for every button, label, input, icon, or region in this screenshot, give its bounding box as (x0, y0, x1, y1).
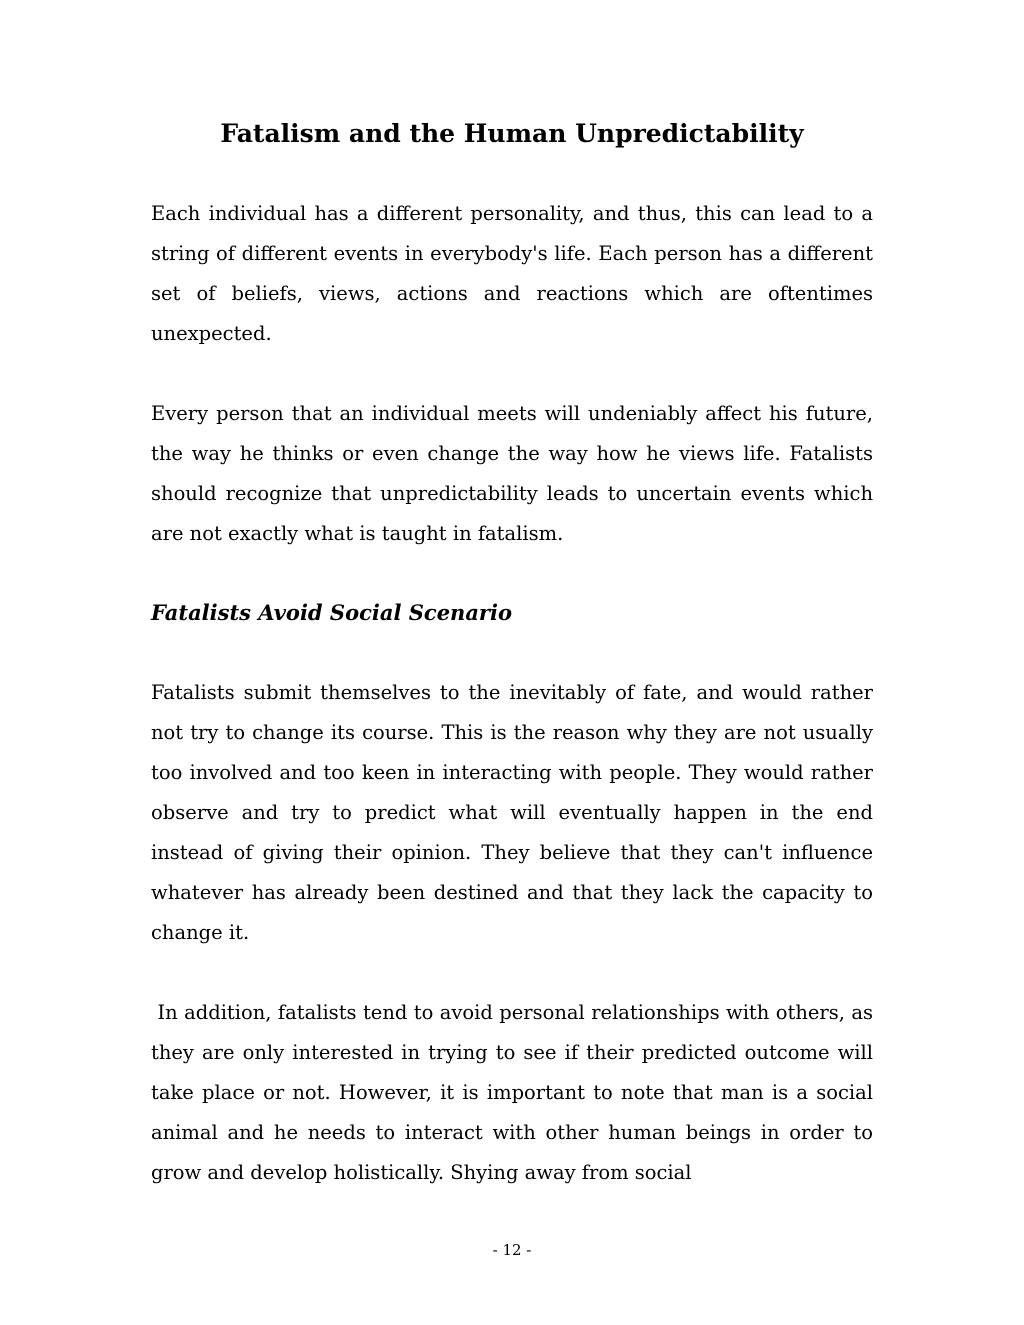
paragraph-relationships: In addition, fatalists tend to avoid personal relationships with others, as they are only interested in trying to see if their predicted outcome will take place or not. However, it is important to note that man is a social animal and he needs to interact with other human beings in order to grow and develop holistically. Shying away from social (151, 1001, 880, 1184)
paragraph-fatalists-submit: Fatalists submit themselves to the inevitably of fate, and would rather not try to change its course. This is the reason why they are not usually too involved and too keen in interacting with people. They would rather observe and try to predict what will eventually happen in the end instead of giving their opinion. They believe that they can't influence whatever has already been destined and that they lack the capacity to change it. (151, 681, 873, 944)
page-title: Fatalism and the Human Unpredictability (220, 119, 804, 148)
section-heading: Fatalists Avoid Social Scenario (151, 600, 512, 625)
page-number: - 12 - (492, 1241, 532, 1259)
paragraph-personality: Each individual has a different personality, and thus, this can lead to a string of different events in everybody's life. Each person has a different set of beliefs, views, actions and reactions which are oftentimes unexpected. (151, 202, 873, 345)
paragraph-unpredictability: Every person that an individual meets will undeniably affect his future, the way he thinks or even change the way how he views life. Fatalists should recognize that unpredictability leads to uncertain events which are not exactly what is taught in fatalism. (151, 402, 873, 545)
